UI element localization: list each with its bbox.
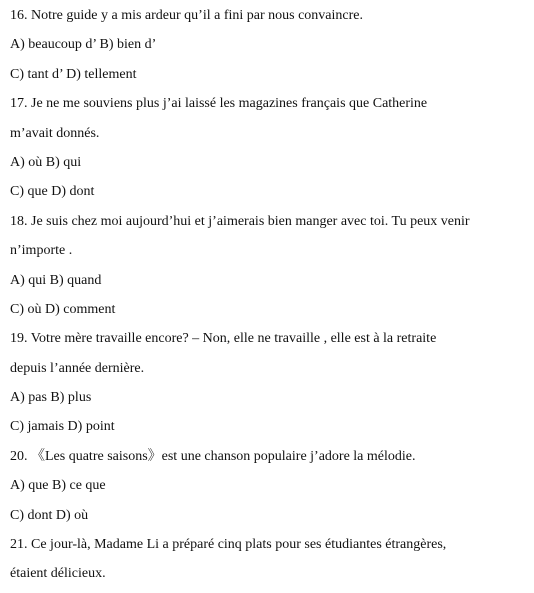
question-20-option-line-2: C) dont D) où [10,507,89,523]
question-16-option-line-2: C) tant d’ D) tellement [10,66,137,82]
question-17-option-line-2: C) que D) dont [10,184,95,200]
question-19-option-line-2: C) jamais D) point [10,419,115,435]
question-21-stem-line-1: 21. Ce jour-là, Madame Li a préparé cinq plats pour ses étudiantes étrangères, [10,537,447,553]
question-18-stem-line-1: 18. Je suis chez moi aujourd’hui et j’aimerais bien manger avec toi. Tu peux venir [10,213,470,229]
question-17-stem-line-1: 17. Je ne me souviens plus j’ai laissé les magazines français que Catherine [10,96,428,112]
question-16-stem-line-1: 16. Notre guide y a mis ardeur qu’il a fini par nous convaincre. [10,8,364,23]
question-16-option-line-1: A) beaucoup d’ B) bien d’ [10,37,157,53]
question-18-option-line-1: A) qui B) quand [10,272,102,288]
question-18-option-line-2: C) où D) comment [10,301,116,317]
question-21-stem-line-2: étaient délicieux. [10,566,106,582]
question-17-stem-line-2: m’avait donnés. [10,125,100,141]
question-20-option-line-1: A) que B) ce que [10,478,106,494]
question-19-stem-line-1: 19. Votre mère travaille encore? – Non, elle ne travaille , elle est à la retraite [10,331,437,347]
question-20-stem-line-1: 20. 《Les quatre saisons》est une chanson populaire j’adore la mélodie. [10,448,416,464]
question-19-option-line-1: A) pas B) plus [10,390,92,406]
question-18-stem-line-2: n’importe . [10,243,73,259]
question-17-option-line-1: A) où B) qui [10,154,82,170]
question-19-stem-line-2: depuis l’année dernière. [10,360,145,376]
